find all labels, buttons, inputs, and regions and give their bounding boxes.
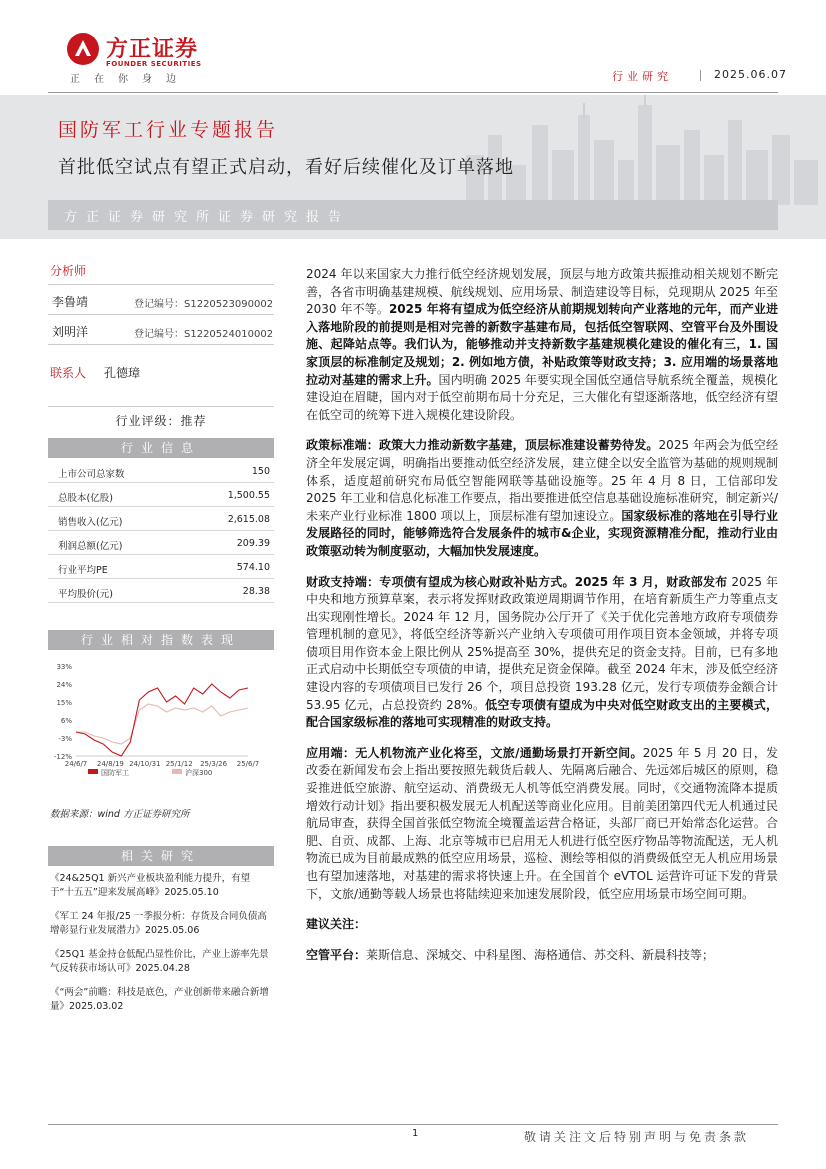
analyst-label: 分析师 bbox=[50, 264, 87, 278]
title-banner bbox=[0, 95, 826, 239]
body-bold-text: 空管平台： bbox=[306, 947, 367, 962]
relative-index-chart bbox=[48, 656, 274, 778]
founder-logo-icon bbox=[66, 32, 100, 66]
body-bold-text: 政策标准端：政策大力推动新数字基建，顶层标准建设蓄势待发。 bbox=[306, 438, 659, 453]
info-row bbox=[48, 484, 274, 507]
rating-divider bbox=[48, 406, 274, 407]
body-paragraph bbox=[306, 266, 778, 424]
report-date: 2025.06.07 bbox=[714, 68, 787, 81]
header-divider bbox=[48, 92, 778, 93]
analyst-divider bbox=[48, 314, 274, 315]
report-series-title: 国防军工行业专题报告 bbox=[58, 119, 279, 141]
disclaimer-link[interactable]: 敬请关注文后特别声明与免责条款 bbox=[524, 1130, 750, 1144]
analyst-name: 刘明洋 bbox=[52, 325, 89, 339]
related-report[interactable]: 《“两会”前瞻：科技是底色，产业创新带来融合新增量》2025.03.02 bbox=[50, 987, 269, 1012]
analyst-reg-number: 登记编号：S1220523090002 bbox=[134, 299, 274, 310]
x-tick-label: 25/3/26 bbox=[200, 760, 228, 768]
institute-bar bbox=[48, 200, 778, 230]
legend-swatch bbox=[172, 769, 182, 774]
x-tick-label: 24/10/31 bbox=[129, 760, 161, 768]
index-line-chart bbox=[48, 656, 274, 778]
analyst-reg-number: 登记编号：S1220524010002 bbox=[134, 329, 274, 340]
info-row bbox=[48, 580, 274, 603]
info-value: 574.10 bbox=[236, 562, 270, 573]
institute-bar-text: 方正证券研究所证券研究报告 bbox=[64, 210, 351, 225]
page-number: 1 bbox=[412, 1128, 419, 1139]
report-headline: 首批低空试点有望正式启动，看好后续催化及订单落地 bbox=[58, 157, 514, 178]
series-line bbox=[76, 684, 248, 756]
info-key: 行业平均PE bbox=[58, 565, 108, 576]
related-report[interactable]: 《25Q1 基金持仓低配凸显性价比，产业上游率先景气反转获市场认可》2025.04.28 bbox=[50, 949, 269, 974]
info-value: 150 bbox=[251, 466, 270, 477]
x-tick-label: 25/6/7 bbox=[236, 760, 260, 768]
data-source-note: 数据来源：wind 方正证券研究所 bbox=[50, 809, 190, 820]
y-tick-label: 33% bbox=[56, 663, 72, 671]
info-key: 销售收入(亿元) bbox=[58, 517, 123, 528]
body-bold-text: 财政支持端：专项债有望成为核心财政补贴方式。2025 年 3 月，财政部发布 bbox=[306, 574, 728, 589]
slogan: 正在你身边 bbox=[70, 74, 190, 85]
body-paragraph bbox=[306, 574, 778, 732]
body-text: 莱斯信息、深城交、中科星图、海格通信、苏交科、新晨科技等； bbox=[366, 947, 715, 962]
report-type: 行业研究 bbox=[612, 70, 672, 83]
body-paragraph bbox=[306, 745, 778, 903]
y-tick-label: 24% bbox=[56, 681, 72, 689]
body-bold-text: 应用端：无人机物流产业化将至，文旅/通勤场景打开新空间。 bbox=[306, 745, 643, 760]
body-text: 2025 年中央和地方预算草案，表示将发挥财政政策逆周期调节作用，在培育新质生产力等重点支出实现刚性增长。2024 年 12 月，国务院办公厅开了《关于优化完善地方政府专项债券管理机制的意见》，将低空经济等新兴产业纳入专项债可用作项目资本金领域，并将专项债项目用作资本金上限比例从 25%提高至 30%，提供充足的资金支持。目前，已有多地正式启动中长期低空专项债的申请，提供充足资金保障。截至 2024 年末，涉及低空经济建设内容的专项债项目已发行 26 个，项目总投资 193.28 亿元，发行专项债券金额合计 53.95 亿元，占总投资约 28%。 bbox=[306, 574, 778, 712]
info-row bbox=[48, 460, 274, 483]
related-report[interactable]: 《军工 24 年报/25 一季报分析：存货及合同负债高增彰显行业发展潜力》2025.05.06 bbox=[50, 911, 267, 936]
analyst-name: 李鲁靖 bbox=[52, 295, 89, 309]
info-value: 209.39 bbox=[236, 538, 270, 549]
series-line bbox=[76, 704, 248, 744]
info-key: 平均股价(元) bbox=[58, 589, 113, 600]
industry-info-header: 行业信息 bbox=[48, 438, 274, 458]
logo-text-en: FOUNDER SECURITIES bbox=[106, 60, 202, 68]
info-key: 利润总额(亿元) bbox=[58, 541, 123, 552]
legend-swatch bbox=[88, 769, 98, 774]
body-bold-text: 国家级标准的落地在引导行业发展路径的同时，能够筛选符合发展条件的城市&企业，实现资源精准分配，推动行业由政策驱动转为制度驱动，大幅加快发展速度。 bbox=[306, 508, 778, 558]
x-tick-label: 24/6/7 bbox=[64, 760, 88, 768]
contact-name: 孔德璋 bbox=[104, 366, 141, 380]
x-tick-label: 24/8/19 bbox=[96, 760, 124, 768]
legend-label: 国防军工 bbox=[101, 769, 129, 777]
body-text: 国内明确 2025 年要实现全国低空通信导航系统全覆盖，规模化建设迫在眉睫，国内对于低空前期布局十分充足，三大催化有望逐渐落地，低空经济有望在低空司的统筹下进入规模化建设阶段。 bbox=[306, 372, 778, 422]
info-value: 2,615.08 bbox=[227, 514, 270, 525]
body-paragraph bbox=[306, 947, 778, 965]
info-row bbox=[48, 532, 274, 555]
info-row bbox=[48, 508, 274, 531]
info-value: 1,500.55 bbox=[227, 490, 270, 501]
body-bold-text: 低空专项债有望成为中央对低空财政支出的主要模式，配合国家级标准的落地可实现精准的财政支持。 bbox=[306, 697, 778, 730]
legend-label: 沪深300 bbox=[185, 769, 213, 777]
city-skyline-image bbox=[446, 95, 826, 205]
body-paragraph bbox=[306, 437, 778, 560]
body-paragraph bbox=[306, 916, 778, 934]
body-bold-text: 2025 年将有望成为低空经济从前期规划转向产业落地的元年，而产业进入落地阶段的前提则是相对完善的新数字基建布局，包括低空智联网、空管平台及外围设施、起降站点等。我们认为，能够推动并支持新数字基建规模化建设的催化有三，1. 国家顶层的标准制定及规划；2. 例如地方债，补贴政策等财政支持；3. 应用端的场景落地拉动对基建的需求上升。 bbox=[306, 302, 778, 387]
footer-divider bbox=[48, 1124, 778, 1125]
logo-text-cn: 方正证券 bbox=[106, 37, 199, 62]
y-tick-label: -3% bbox=[58, 735, 72, 743]
report-body bbox=[306, 266, 778, 977]
x-tick-label: 25/1/12 bbox=[165, 760, 193, 768]
analyst-divider bbox=[48, 344, 274, 345]
related-report[interactable]: 《24&25Q1 新兴产业板块盈利能力提升，有望于“十五五”迎来发展高峰》2025.05.10 bbox=[50, 873, 251, 898]
index-performance-header: 行业相对指数表现 bbox=[48, 630, 274, 650]
y-tick-label: -12% bbox=[53, 753, 72, 761]
related-research-header: 相关研究 bbox=[48, 846, 274, 866]
body-bold-text: 建议关注： bbox=[306, 917, 367, 932]
analyst-divider bbox=[48, 284, 274, 285]
industry-rating: 行业评级：推荐 bbox=[115, 414, 207, 428]
body-text: 2024 年以来国家大力推行低空经济规划发展，顶层与地方政策共振推动相关规划不断完善，各省市明确基建规模、航线规划、应用场景、制造建设等目标，兑现期从 2025 年至 2030 年不等。 bbox=[306, 267, 778, 317]
body-text: 2025 年 5 月 20 日，发改委在新闻发布会上指出要按照先载货后载人、先隔离后融合、先远郊后城区的原则，稳妥推进低空旅游、航空运动、消费级无人机等低空消费发展。同时，《交通物流降本提质增效行动计划》指出要积极发展无人机配送等商业化应用。目前美团第四代无人机通过民航局审查，获得全国首张低空物流全境覆盖运营合格证，头部厂商已开始常态化运营。合肥、自贡、成都、上海、北京等城市已启用无人机进行低空医疗物品等物流配送，无人机物流已成为目前最成熟的低空应用场景，巡检、测绘等相似的消费级低空无人机应用场景也有望加速落地，对基建的需求将快速上升。在全国首个 eVTOL 运营许可证下发的背景下，文旅/通勤等载人场景也将陆续迎来加速发展阶段，低空应用场景市场空间可期。 bbox=[306, 745, 778, 901]
y-tick-label: 15% bbox=[56, 699, 72, 707]
info-value: 28.38 bbox=[242, 586, 270, 597]
contact-label: 联系人 bbox=[50, 366, 87, 380]
info-row bbox=[48, 556, 274, 579]
info-key: 总股本(亿股) bbox=[58, 493, 113, 504]
header-separator bbox=[700, 70, 701, 81]
body-text: 2025 年两会为低空经济全年发展定调，明确指出要推动低空经济发展，建立健全以安全监管为基础的规则规制体系，适度超前研究布局低空智能网联等基础设施等。25 年 4 月 8 日，工信部印发 2025 年工业和信息化标准工作要点，指出要推进低空信息基础设施标准研究，制定新兴/未来产业行业标准 1800 项以上，顶层标准有望加速设立。 bbox=[306, 438, 778, 523]
y-tick-label: 6% bbox=[60, 717, 72, 725]
info-key: 上市公司总家数 bbox=[58, 469, 125, 480]
